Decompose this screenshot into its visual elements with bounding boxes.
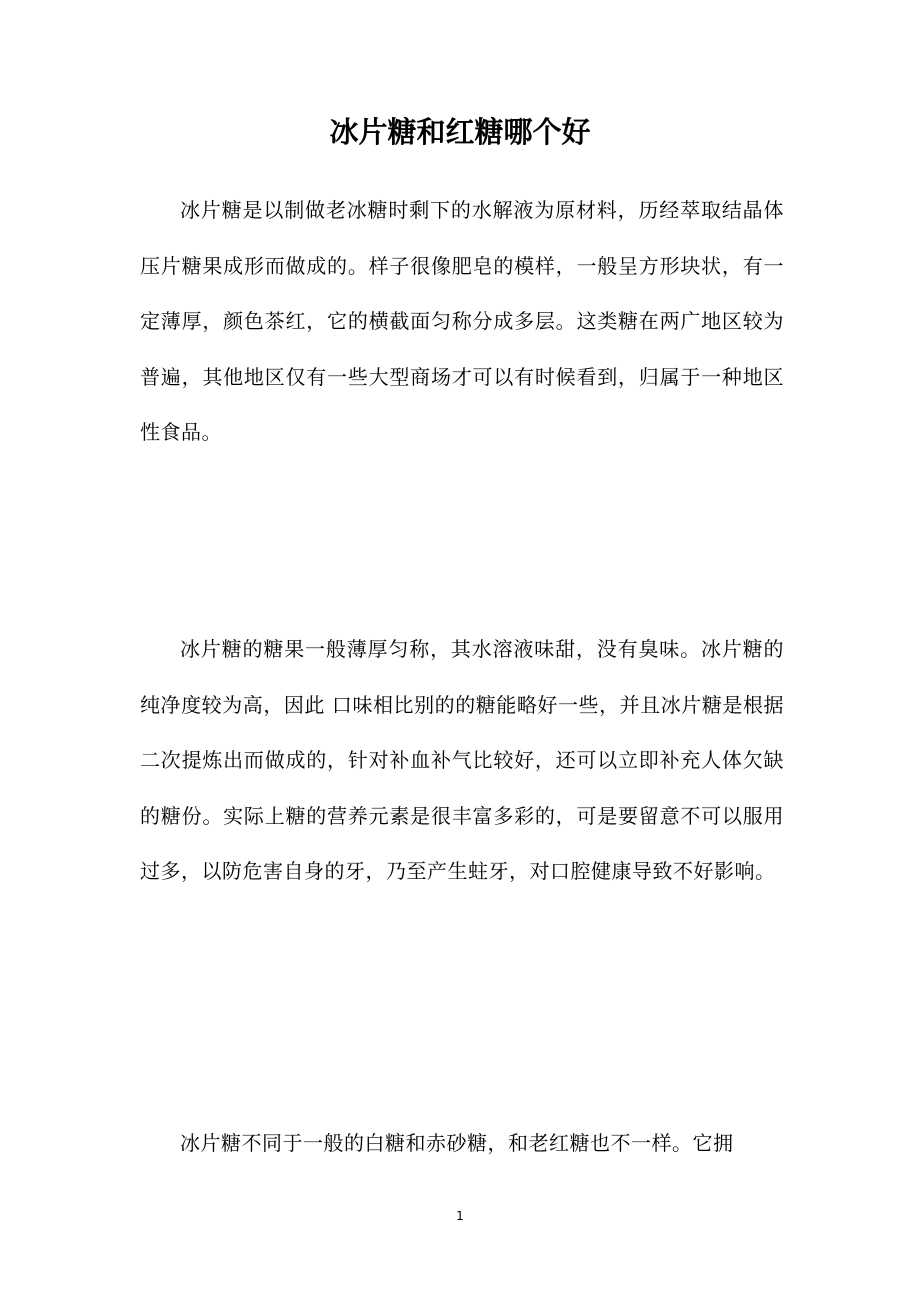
document-title: 冰片糖和红糖哪个好	[329, 115, 591, 149]
paragraph-1: 冰片糖是以制做老冰糖时剩下的水解液为原材料，历经萃取结晶体压片糖果成形而做成的。样子很像肥皂的模样，一般呈方形块状，有一定薄厚，颜色茶红，它的横截面匀称分成多层。这类糖在两广地区较为普遍，其他地区仅有一些大型商场才可以有时候看到，归属于一种地区性食品。	[140, 198, 784, 444]
page-number: 1	[456, 1209, 464, 1223]
paragraph-3: 冰片糖不同于一般的白糖和赤砂糖，和老红糖也不一样。它拥	[180, 1131, 734, 1155]
paragraph-2: 冰片糖的糖果一般薄厚匀称，其水溶液味甜，没有臭味。冰片糖的纯净度较为高，因此 口味相比别的的糖能略好一些，并且冰片糖是根据二次提炼出而做成的，针对补血补气比较好，还可以立即补充人体欠缺的糖份。实际上糖的营养元素是很丰富多彩的，可是要留意不可以服用过多，以防危害自身的牙，乃至产生蛀牙，对口腔健康导致不好影响。	[140, 637, 784, 883]
